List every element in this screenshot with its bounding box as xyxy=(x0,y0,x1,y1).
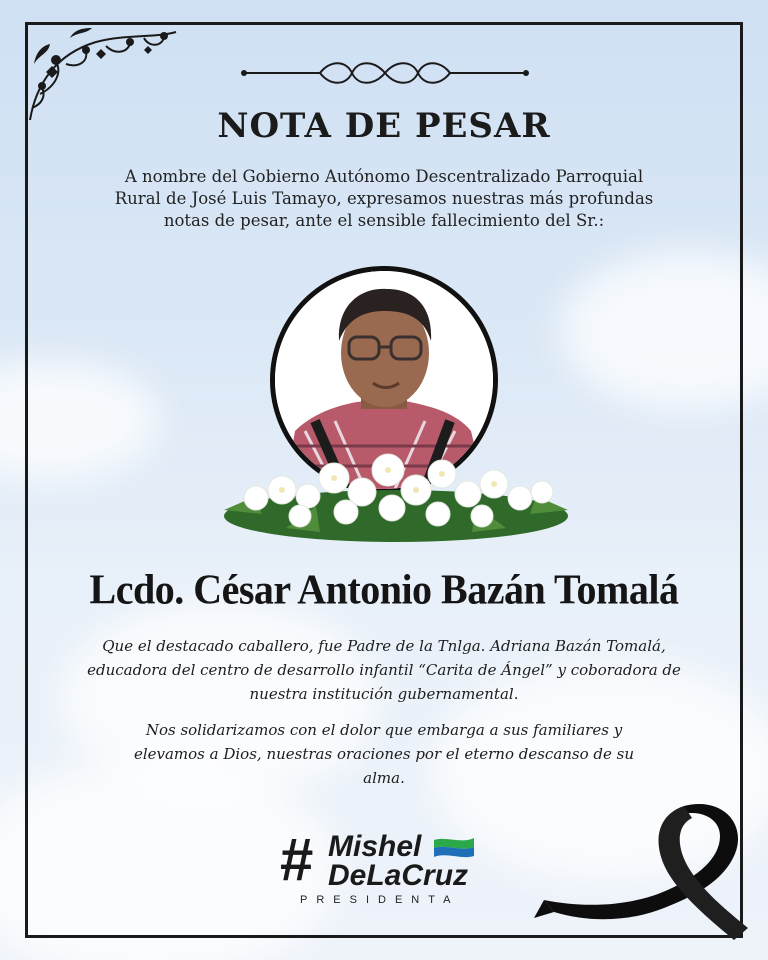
flower-arrangement-icon xyxy=(216,436,576,546)
brand-last-name: DeLaCruz xyxy=(328,859,469,892)
brand-first-name: Mishel xyxy=(328,830,422,863)
mourning-ribbon-icon xyxy=(534,796,754,946)
scroll-ornament-icon xyxy=(240,58,530,88)
intro-text: A nombre del Gobierno Autónomo Descentralizado Parroquial Rural de José Luis Tamayo, expresamos nuestras más profundas notas de pesar, ante el sensible fallecimiento del Sr.: xyxy=(114,167,654,230)
brand-role: PRESIDENTA xyxy=(300,894,460,906)
tribute-paragraph: Que el destacado caballero, fue Padre de la Tnlga. Adriana Bazán Tomalá, educadora del centro de desarrollo infantil “Carita de Ángel” y coboradora de nuestra institución gubernamental. xyxy=(87,637,681,703)
condolence-paragraph: Nos solidarizamos con el dolor que embarga a sus familiares y elevamos a Dios, nuestras oraciones por el eterno descanso de su alma. xyxy=(133,721,635,787)
deceased-name: Lcdo. César Antonio Bazán Tomalá xyxy=(89,565,679,614)
page-title: NOTA DE PESAR xyxy=(217,106,551,146)
brand-hash: # xyxy=(280,826,314,893)
flag-stripes-icon xyxy=(432,836,476,858)
brand-logo xyxy=(280,828,500,910)
